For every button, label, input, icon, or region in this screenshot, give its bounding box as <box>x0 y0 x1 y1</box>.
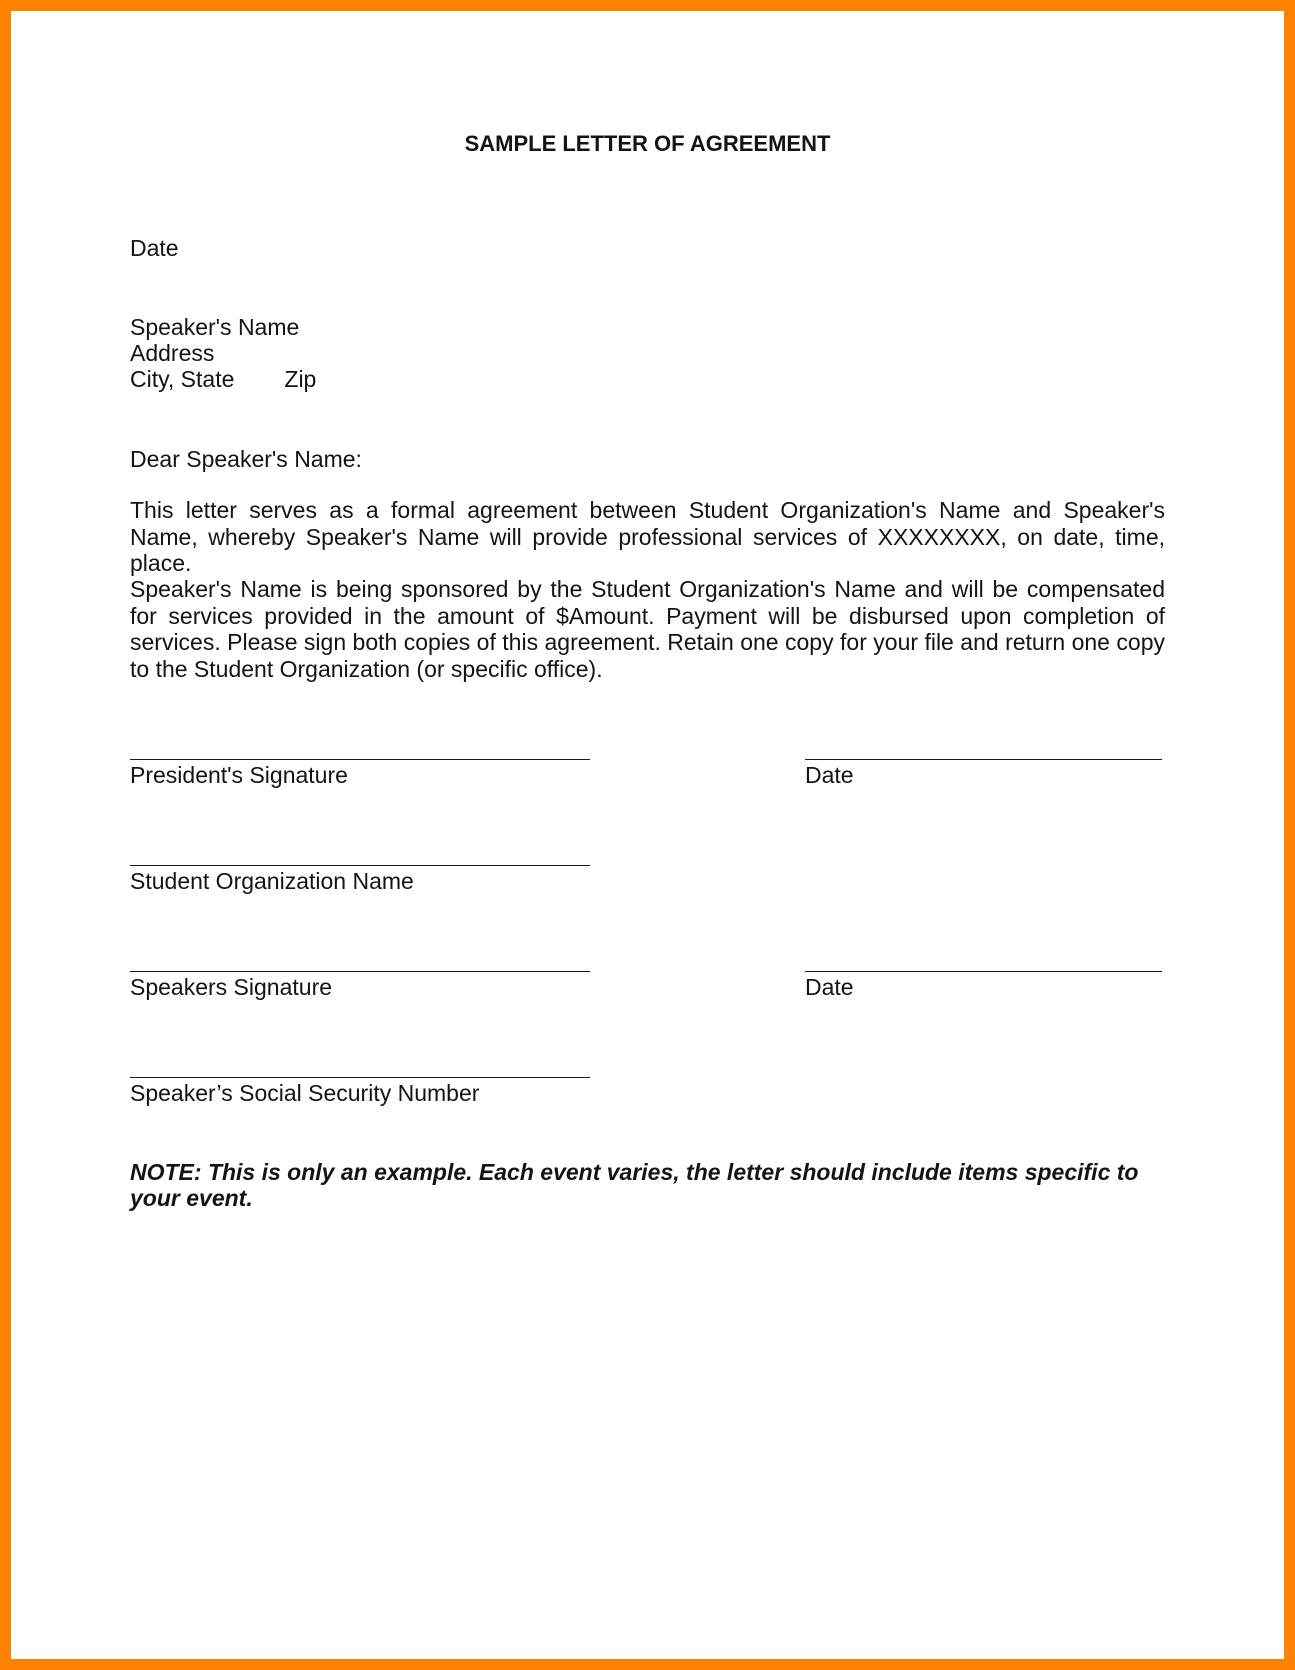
speaker-signature-field <box>130 971 590 1001</box>
speaker-date-label: Date <box>805 974 854 1000</box>
note-text: NOTE: This is only an example. Each event varies, the letter should include items specific to your event. <box>130 1159 1139 1211</box>
recipient-zip: Zip <box>284 366 317 392</box>
date-line <box>805 759 1162 760</box>
president-date-field <box>805 759 1162 789</box>
signature-line <box>130 971 590 972</box>
organization-name-field <box>130 865 590 895</box>
ssn-field <box>130 1077 590 1107</box>
president-signature-field <box>130 759 590 789</box>
signature-line <box>130 759 590 760</box>
signature-line <box>130 1077 590 1078</box>
speaker-date-field <box>805 971 1162 1001</box>
signature-line <box>130 865 590 866</box>
ssn-label: Speaker’s Social Security Number <box>130 1080 480 1106</box>
recipient-name: Speaker's Name <box>130 314 300 340</box>
president-date-label: Date <box>805 762 854 788</box>
body-paragraph-1: This letter serves as a formal agreement between Student Organization's Name and Speaker's Name, whereby Speaker's Name will provide professional services of XXXXXXXX, on date, time, place. <box>130 497 1165 576</box>
body-paragraph-2: Speaker's Name is being sponsored by the Student Organization's Name and will be compensated for services provided in the amount of $Amount. Payment will be disbursed upon completion of services. Please sign both copies of this agreement. Retain one copy for your file and return one copy to the Student Organization (or specific office). <box>130 576 1165 682</box>
speaker-signature-label: Speakers Signature <box>130 974 333 1000</box>
recipient-address: Address <box>130 340 215 366</box>
date-label: Date <box>130 235 179 261</box>
recipient-city-line <box>130 366 316 393</box>
date-line <box>805 971 1162 972</box>
organization-name-label: Student Organization Name <box>130 868 414 894</box>
salutation: Dear Speaker's Name: <box>130 446 362 472</box>
president-signature-label: President's Signature <box>130 762 348 788</box>
document-title: SAMPLE LETTER OF AGREEMENT <box>464 131 831 156</box>
recipient-city-state: City, State <box>130 366 235 392</box>
